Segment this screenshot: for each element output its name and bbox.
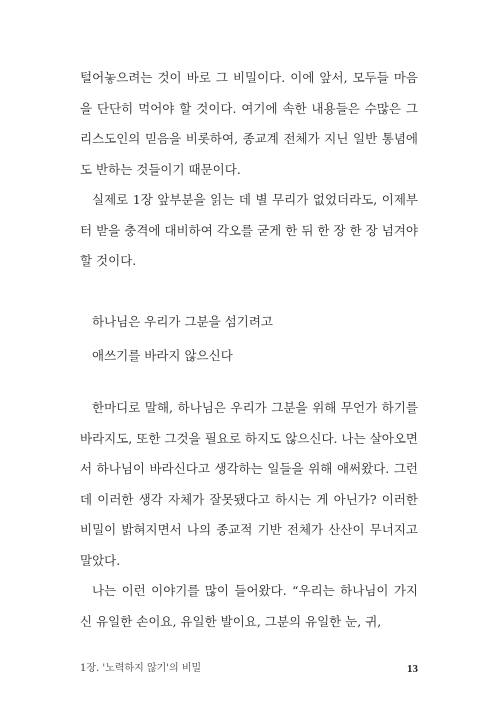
paragraph: 실제로 1장 앞부분을 읽는 데 별 무리가 없었더라도, 이제부터 받을 충격에 대비하여 각오를 굳게 한 뒤 한 장 한 장 넘겨야 할 것이다. (80, 192, 418, 268)
page-footer (80, 659, 418, 679)
body-text-bottom (80, 393, 418, 637)
quote-line: 애쓰기를 바라지 않으신다 (92, 348, 233, 363)
paragraph: 나는 이런 이야기를 많이 들어왔다. “우리는 하나님이 가지신 유일한 손이요, 유일한 발이요, 그분의 유일한 눈, 귀, (80, 583, 418, 629)
running-head: 1장. '노력하지 않기'의 비밀 (80, 663, 202, 674)
body-text-top (80, 63, 418, 277)
quote-line: 하나님은 우리가 그분을 섬기려고 (92, 314, 273, 329)
page-number: 13 (407, 663, 418, 675)
paragraph: 한마디로 말해, 하나님은 우리가 그분을 위해 무언가 하기를 바라지도, 또한 그것을 필요로 하지도 않으신다. 나는 살아오면서 하나님이 바라신다고 생각하는 일들을 위해 애써왔다. 그런데 이러한 생각 자체가 잘못됐다고 하시는 게 아닌가? 이러한 비밀이 밝혀지면서 나의 종교적 기반 전체가 산산이 무너지고 말았다. (80, 400, 418, 568)
section-heading-quote (80, 305, 418, 373)
paragraph: 털어놓으려는 것이 바로 그 비밀이다. 이에 앞서, 모두들 마음을 단단히 먹어야 할 것이다. 여기에 속한 내용들은 수많은 그리스도인의 믿음을 비롯하여, 종교계 전체가 지닌 일반 통념에도 반하는 것들이기 때문이다. (80, 70, 418, 177)
